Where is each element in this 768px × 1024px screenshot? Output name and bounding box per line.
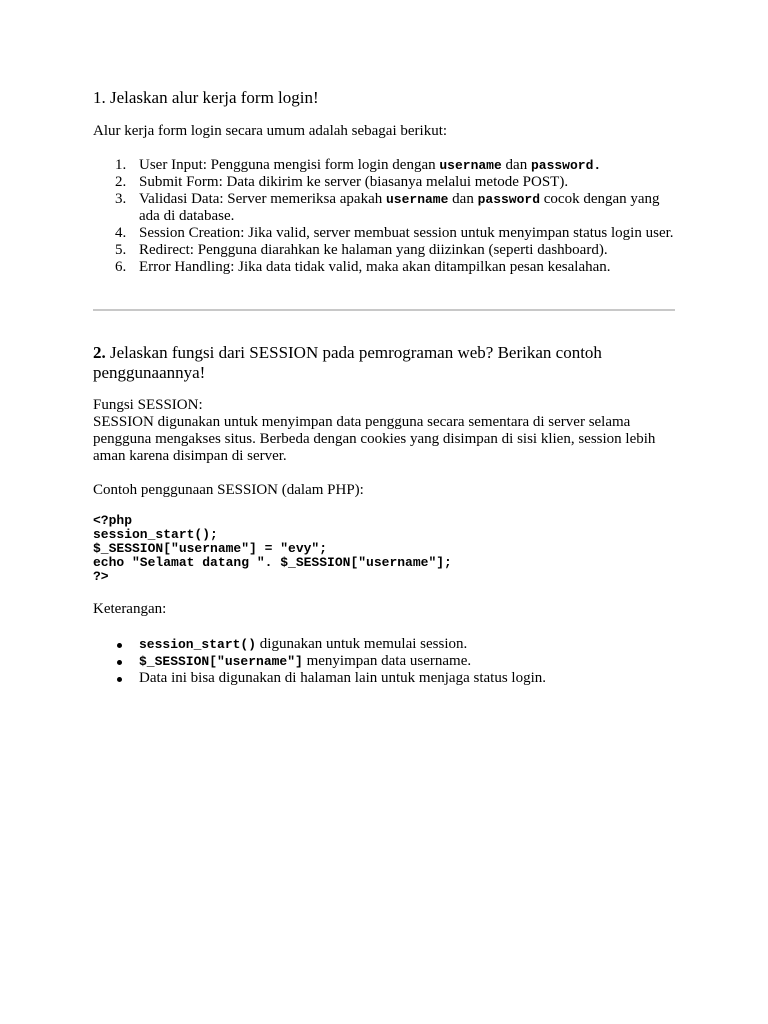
bullet-text: digunakan untuk memulai session. <box>256 636 468 652</box>
inline-code: password <box>477 192 541 207</box>
step-text: Error Handling: Jika data tidak valid, maka akan ditampilkan pesan kesalahan. <box>139 259 611 275</box>
inline-code: session_start() <box>139 637 257 652</box>
step-number: 3. <box>115 191 127 207</box>
bullet-icon <box>117 677 122 682</box>
list-item <box>93 174 678 191</box>
list-item <box>93 670 678 687</box>
step-text: User Input: Pengguna mengisi form login dengan <box>139 157 440 173</box>
step-number: 2. <box>115 174 127 190</box>
question-2-text: Jelaskan fungsi dari SESSION pada pemrograman web? Berikan contoh penggunaannya! <box>93 343 602 382</box>
step-text: cocok dengan yang ada di database. <box>139 191 660 224</box>
list-item <box>93 191 678 225</box>
list-item <box>93 259 678 276</box>
step-number: 4. <box>115 225 127 241</box>
session-function-body: SESSION digunakan untuk menyimpan data pengguna secara sementara di server selama pengguna mengakses situs. Berbeda dengan cookies yang disimpan di sisi klien, session lebih aman karena disimpan di server. <box>93 414 656 464</box>
step-text: Submit Form: Data dikirim ke server (biasanya melalui metode POST). <box>139 174 569 190</box>
session-example-title: Contoh penggunaan SESSION (dalam PHP): <box>93 482 364 498</box>
list-item <box>93 242 678 259</box>
horizontal-divider <box>93 309 675 311</box>
inline-code: username <box>439 158 502 173</box>
session-function-block <box>93 397 683 465</box>
bullet-text: Data ini bisa digunakan di halaman lain untuk menjaga status login. <box>139 670 546 686</box>
step-text: Redirect: Pengguna diarahkan ke halaman yang diizinkan (seperti dashboard). <box>139 242 608 258</box>
php-code-block: <?php session_start(); $_SESSION["username"] = "evy"; echo "Selamat datang ". $_SESSION["username"]; ?> <box>93 513 452 584</box>
step-number: 1. <box>115 157 127 173</box>
list-item <box>93 653 678 670</box>
keterangan-title: Keterangan: <box>93 601 167 617</box>
bullet-text: menyimpan data username. <box>302 653 472 669</box>
question-1-heading <box>93 88 319 108</box>
step-number: 5. <box>115 242 127 258</box>
step-number: 6. <box>115 259 127 275</box>
step-text: dan <box>501 157 531 173</box>
question-1-text: Jelaskan alur kerja form login! <box>110 88 319 107</box>
question-2-heading <box>93 343 653 383</box>
step-text: Session Creation: Jika valid, server membuat session untuk menyimpan status login user. <box>139 225 674 241</box>
session-function-title: Fungsi SESSION: <box>93 397 203 413</box>
login-flow-intro: Alur kerja form login secara umum adalah sebagai berikut: <box>93 123 448 139</box>
step-text: dan <box>448 191 478 207</box>
list-item <box>93 157 678 174</box>
list-item <box>93 636 678 653</box>
keterangan-list <box>93 636 678 687</box>
bullet-icon <box>117 643 122 648</box>
question-1-number: 1. <box>93 88 106 107</box>
inline-code: password. <box>530 158 602 173</box>
question-2-number: 2. <box>93 343 106 362</box>
inline-code: $_SESSION["username"] <box>139 654 303 669</box>
bullet-icon <box>117 660 122 665</box>
step-text: Validasi Data: Server memeriksa apakah <box>139 191 386 207</box>
list-item <box>93 225 678 242</box>
login-flow-steps <box>93 157 678 276</box>
inline-code: username <box>386 192 449 207</box>
